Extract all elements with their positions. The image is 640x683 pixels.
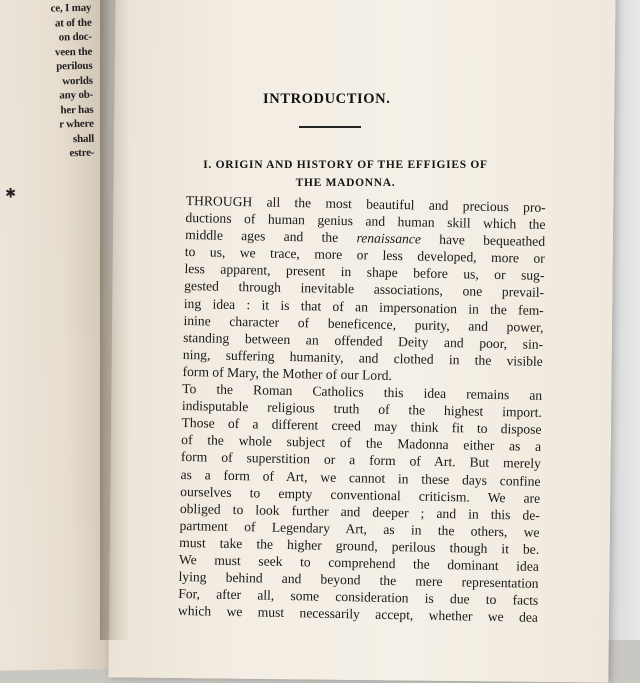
left-page-line: r where [59, 117, 94, 131]
section-heading-line: THE MADONNA. [295, 177, 396, 189]
body-line: THROUGH all the most beautiful and precious pro- [185, 192, 546, 215]
left-page-line: perilous [56, 59, 93, 73]
body-line: which we must necessarily accept, whether we dea [177, 603, 539, 626]
body-line: must take the higher ground, perilous though it be. [179, 534, 540, 557]
section-heading [168, 156, 523, 192]
left-page-line: estre- [69, 146, 95, 160]
left-page-line: shall [72, 132, 95, 145]
body-line: as a form of Art, we cannot in these days confine [180, 466, 541, 489]
body-line: inine character of beneficence, purity, and power, [183, 312, 544, 335]
page-title: INTRODUCTION. [263, 91, 391, 107]
body-line: form of Mary, the Mother of our Lord. [182, 363, 393, 383]
body-line: lying behind and beyond the mere representation [178, 568, 539, 591]
body-line: standing between an offended Deity and poor, sin- [183, 329, 544, 352]
body-line: ductions of human genius and human skill which the [185, 210, 546, 232]
body-line: ing idea : it is that of an impersonation in the fem- [183, 295, 544, 318]
left-page-line: at of the [54, 16, 92, 30]
left-page-line: on doc- [58, 30, 92, 44]
body-line: to us, we trace, more or less developed, more or [184, 244, 545, 267]
body-line: of the whole subject of the Madonna either as a [181, 432, 542, 455]
body-line: We must seek to comprehend the dominant idea [178, 551, 540, 574]
body-line: form of superstition or a form of Art. But merely [180, 449, 541, 472]
section-heading-line: I. ORIGIN AND HISTORY OF THE EFFIGIES OF [203, 159, 488, 171]
left-page-line: veen the [54, 45, 93, 59]
body-line: partment of Legendary Art, as in the others, we [179, 517, 540, 540]
italic-word: renaissance [356, 230, 422, 247]
body-line: ning, suffering humanity, and clothed in the visible [182, 346, 543, 369]
body-line: middle ages and the renaissance have bequeathed [185, 227, 546, 250]
body-text [178, 192, 546, 626]
body-line: For, after all, some consideration is due to facts [178, 586, 539, 608]
left-page-line: ce, I may [50, 1, 92, 15]
left-page-line: any ob- [59, 88, 94, 102]
body-line: To the Roman Catholics this idea remains an [182, 380, 543, 403]
left-page-line: her has [60, 103, 94, 116]
left-page-text [0, 1, 94, 163]
ornament-icon: ✱ [4, 185, 17, 201]
book-gutter-shadow [100, 0, 130, 640]
body-line: indisputable religious truth of the highest import. [181, 398, 542, 420]
left-page-line: worlds [62, 74, 93, 87]
body-line: obliged to look further and deeper ; and in this de- [179, 500, 541, 523]
title-divider [299, 126, 361, 128]
body-line: Those of a different creed may think fit to dispose [181, 415, 542, 438]
body-line: less apparent, present in shape before us, or sug- [184, 261, 545, 284]
body-line: gested through inevitable associations, one prevail- [184, 278, 545, 301]
body-line: ourselves to empty conventional criticism. We are [180, 483, 541, 506]
